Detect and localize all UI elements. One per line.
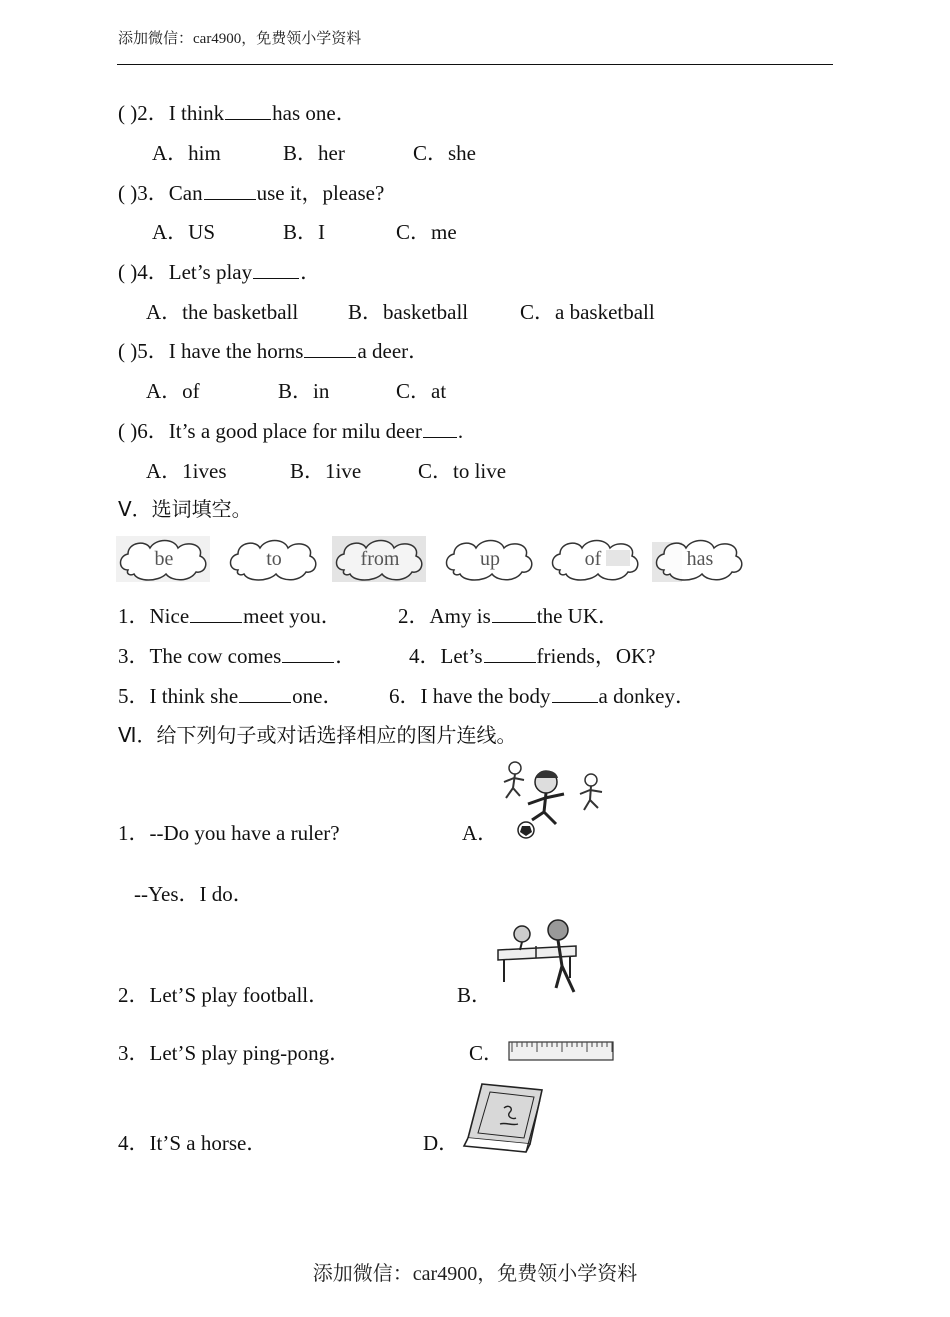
- picture-label-a: A．: [462, 821, 499, 845]
- word-up: up: [480, 548, 500, 570]
- word-cloud-of: [548, 536, 644, 584]
- word-be: be: [154, 548, 174, 570]
- question-6: ( )6．It’s a good place for milu deer .: [118, 419, 464, 443]
- answer-blank[interactable]: [423, 436, 457, 438]
- option-b: B．basketball: [348, 300, 469, 324]
- fill-item-2: 2．Amy is the UK．: [398, 604, 620, 628]
- option-a: A．him: [152, 141, 221, 165]
- word-cloud-has: [652, 536, 748, 584]
- answer-blank[interactable]: [304, 356, 356, 358]
- option-c: C．me: [396, 220, 457, 244]
- header-text: 添加微信：car4900，免费领小学资料: [118, 31, 362, 47]
- option-b: B．1ive: [290, 459, 362, 483]
- word-to: to: [266, 548, 282, 570]
- option-b: B．I: [283, 220, 325, 244]
- answer-blank[interactable]: [484, 661, 536, 663]
- word-from: from: [360, 548, 400, 570]
- word-cloud-from: [332, 536, 428, 584]
- answer-blank[interactable]: [239, 701, 291, 703]
- answer-blank[interactable]: [225, 118, 271, 120]
- fill-item-6: 6．I have the body a donkey．: [389, 684, 696, 708]
- word-has: has: [686, 548, 714, 570]
- match-sentence-4: 4．It’S a horse．: [118, 1131, 268, 1155]
- fill-item-5: 5．I think she one．: [118, 684, 344, 708]
- answer-blank[interactable]: [492, 621, 536, 623]
- picture-label-d: D．: [423, 1131, 460, 1155]
- option-b: B．in: [278, 379, 330, 403]
- match-sentence-2: 2．Let’S play football．: [118, 983, 330, 1007]
- question-5-text: ( )5．I have the horns: [118, 339, 304, 363]
- book-picture[interactable]: [460, 1080, 546, 1156]
- picture-label-b: B．: [457, 983, 493, 1007]
- question-3: ( )3．Can use it，please?: [118, 181, 385, 205]
- answer-blank[interactable]: [552, 701, 598, 703]
- section-6-title: Ⅵ．给下列句子或对话选择相应的图片连线。: [118, 723, 517, 747]
- fill-item-1: 1．Nice meet you．: [118, 604, 342, 628]
- question-4: ( )4．Let’s play ．: [118, 260, 322, 284]
- ruler-picture[interactable]: [508, 1040, 614, 1064]
- question-2: ( )2．I think has one．: [118, 101, 357, 125]
- word-cloud-to: [226, 536, 322, 584]
- match-sentence-1-reply: --Yes．I do．: [134, 882, 254, 906]
- word-cloud-up: [442, 536, 538, 584]
- question-2-text: ( )2．I think: [118, 101, 225, 125]
- option-a: A．1ives: [146, 459, 227, 483]
- option-a: A．US: [152, 220, 216, 244]
- ping-pong-kids-picture[interactable]: [492, 916, 586, 1006]
- option-a: A．the basketball: [146, 300, 299, 324]
- fill-item-3: 3．The cow comes ．: [118, 644, 357, 668]
- answer-blank[interactable]: [190, 621, 242, 623]
- option-a: A．of: [146, 379, 200, 403]
- word-cloud-be: [116, 536, 212, 584]
- question-6-text: ( )6．It’s a good place for milu deer: [118, 419, 422, 443]
- football-kids-picture[interactable]: [500, 760, 610, 844]
- answer-blank[interactable]: [253, 277, 299, 279]
- match-sentence-3: 3．Let’S play ping-pong．: [118, 1041, 351, 1065]
- footer-text: 添加微信：car4900，免费领小学资料: [312, 1263, 638, 1285]
- option-c: C．to live: [418, 459, 507, 483]
- fill-item-4: 4．Let’s friends，OK?: [409, 644, 656, 668]
- section-5-title: V．选词填空。: [118, 497, 252, 521]
- option-c: C．she: [413, 141, 476, 165]
- answer-blank[interactable]: [282, 661, 334, 663]
- option-c: C．at: [396, 379, 447, 403]
- picture-label-c: C．: [469, 1041, 505, 1065]
- question-3-text: ( )3．Can: [118, 181, 203, 205]
- header-divider: [117, 64, 833, 65]
- option-c: C．a basketball: [520, 300, 655, 324]
- question-4-text: ( )4．Let’s play: [118, 260, 253, 284]
- match-sentence-1: 1．--Do you have a ruler?: [118, 821, 340, 845]
- option-b: B．her: [283, 141, 345, 165]
- answer-blank[interactable]: [204, 198, 256, 200]
- question-5: ( )5．I have the horns a deer．: [118, 339, 430, 363]
- word-of: of: [584, 548, 602, 570]
